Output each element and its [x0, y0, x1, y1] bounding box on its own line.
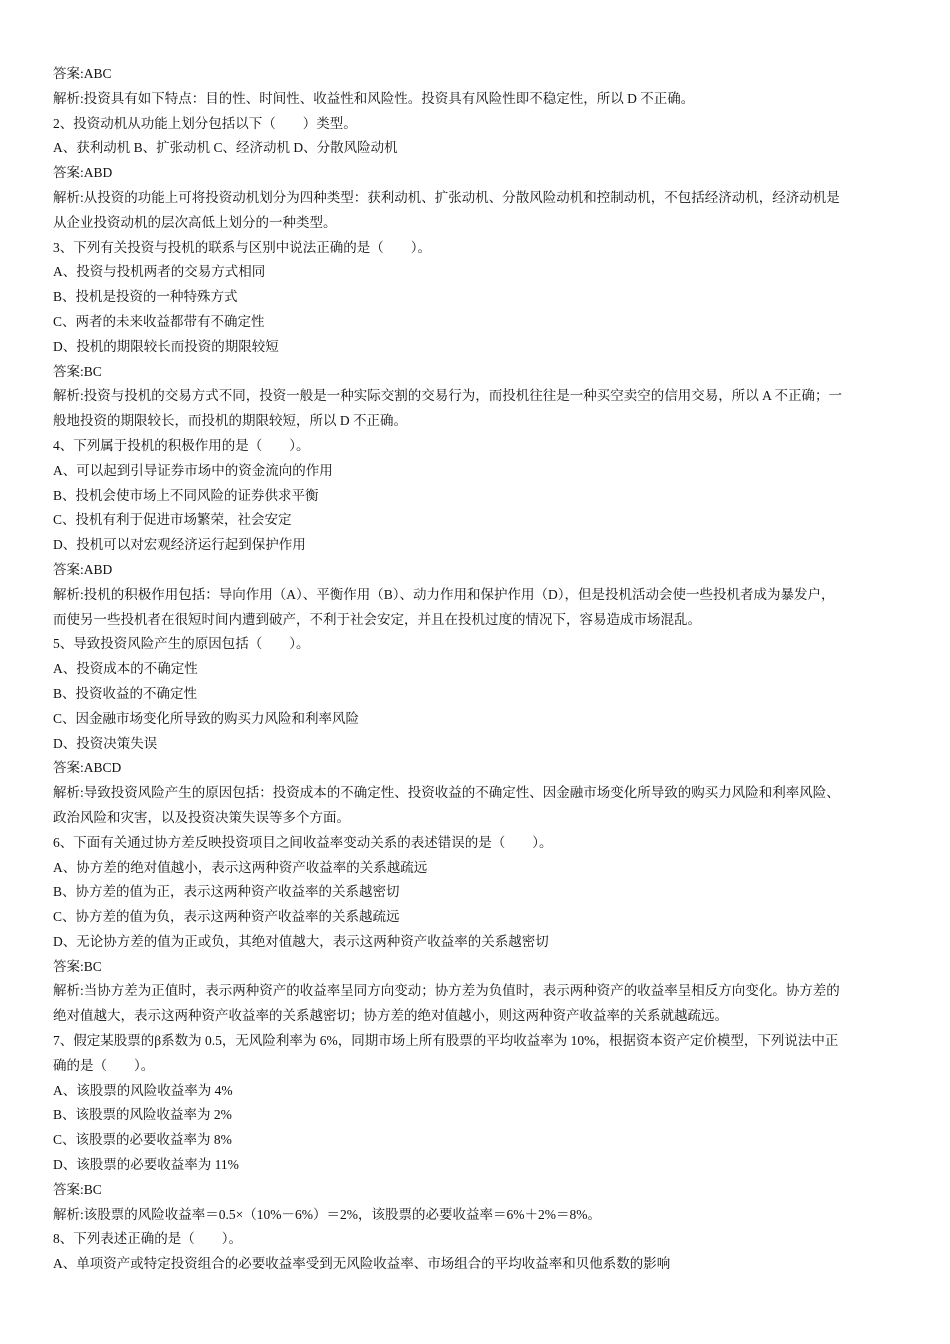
- text-line: D、投机可以对宏观经济运行起到保护作用: [53, 537, 306, 553]
- text-line: B、投机会使市场上不同风险的证券供求平衡: [53, 487, 319, 503]
- text-line: 答案:BC: [53, 958, 102, 974]
- text-line: D、投机的期限较长而投资的期限较短: [53, 338, 279, 354]
- text-line: B、该股票的风险收益率为 2%: [53, 1107, 232, 1123]
- text-line: 答案:BC: [53, 363, 102, 379]
- text-line: 解析:投资具有如下特点：目的性、时间性、收益性和风险性。投资具有风险性即不稳定性，所以 D 不正确。: [53, 90, 695, 106]
- text-line: 2、投资动机从功能上划分包括以下（ ）类型。: [53, 115, 357, 131]
- text-line: 而使另一些投机者在很短时间内遭到破产，不利于社会安定，并且在投机过度的情况下，容易造成市场混乱。: [53, 611, 701, 627]
- text-line: A、协方差的绝对值越小，表示这两种资产收益率的关系越疏远: [53, 859, 428, 875]
- text-line: C、因金融市场变化所导致的购买力风险和利率风险: [53, 710, 360, 726]
- text-line: C、两者的未来收益都带有不确定性: [53, 313, 265, 329]
- document-body: [53, 62, 915, 1277]
- text-line: 解析:从投资的功能上可将投资动机划分为四种类型：获利动机、扩张动机、分散风险动机和控制动机，不包括经济动机，经济动机是: [53, 189, 840, 205]
- text-line: 政治风险和灾害，以及投资决策失误等多个方面。: [53, 809, 350, 825]
- text-line: 解析:导致投资风险产生的原因包括：投资成本的不确定性、投资收益的不确定性、因金融市场变化所导致的购买力风险和利率风险、: [53, 785, 840, 801]
- text-line: 8、下列表述正确的是（ ）。: [53, 1231, 242, 1247]
- text-line: 解析:投资与投机的交易方式不同，投资一般是一种实际交割的交易行为，而投机往往是一种买空卖空的信用交易，所以 A 不正确；一: [53, 388, 843, 404]
- text-line: 4、下列属于投机的积极作用的是（ ）。: [53, 437, 310, 453]
- text-line: 3、下列有关投资与投机的联系与区别中说法正确的是（ ）。: [53, 239, 431, 255]
- text-line: B、投资收益的不确定性: [53, 685, 198, 701]
- text-line: 般地投资的期限较长，而投机的期限较短，所以 D 不正确。: [53, 413, 407, 429]
- text-line: D、该股票的必要收益率为 11%: [53, 1157, 239, 1173]
- text-line: A、获利动机 B、扩张动机 C、经济动机 D、分散风险动机: [53, 140, 398, 156]
- text-line: 解析:该股票的风险收益率＝0.5×（10%－6%）＝2%，该股票的必要收益率＝6%＋2%＝8%。: [53, 1206, 601, 1222]
- text-line: 5、导致投资风险产生的原因包括（ ）。: [53, 636, 310, 652]
- text-line: B、协方差的值为正，表示这两种资产收益率的关系越密切: [53, 884, 400, 900]
- text-line: 答案:BC: [53, 1181, 102, 1197]
- text-line: 解析:投机的积极作用包括：导向作用（A）、平衡作用（B）、动力作用和保护作用（D），但是投机活动会使一些投机者成为暴发户，: [53, 586, 835, 602]
- text-line: A、该股票的风险收益率为 4%: [53, 1082, 233, 1098]
- text-line: 确的是（ ）。: [53, 1057, 155, 1073]
- text-line: 从企业投资动机的层次高低上划分的一种类型。: [53, 214, 337, 230]
- text-line: A、可以起到引导证券市场中的资金流向的作用: [53, 462, 333, 478]
- text-line: A、投资与投机两者的交易方式相同: [53, 264, 266, 280]
- text-line: 7、假定某股票的β系数为 0.5，无风险利率为 6%，同期市场上所有股票的平均收益率为 10%，根据资本资产定价模型，下列说法中正: [53, 1033, 839, 1049]
- text-line: B、投机是投资的一种特殊方式: [53, 289, 238, 305]
- text-line: D、无论协方差的值为正或负，其绝对值越大，表示这两种资产收益率的关系越密切: [53, 933, 549, 949]
- text-line: A、投资成本的不确定性: [53, 661, 198, 677]
- text-line: 答案:ABD: [53, 165, 113, 181]
- text-line: 答案:ABD: [53, 561, 113, 577]
- text-line: C、协方差的值为负，表示这两种资产收益率的关系越疏远: [53, 909, 400, 925]
- text-line: 解析:当协方差为正值时，表示两种资产的收益率呈同方向变动；协方差为负值时，表示两种资产的收益率呈相反方向变化。协方差的: [53, 983, 840, 999]
- text-line: A、单项资产或特定投资组合的必要收益率受到无风险收益率、市场组合的平均收益率和贝他系数的影响: [53, 1256, 671, 1272]
- text-line: C、该股票的必要收益率为 8%: [53, 1132, 232, 1148]
- text-line: 6、下面有关通过协方差反映投资项目之间收益率变动关系的表述错误的是（ ）。: [53, 834, 553, 850]
- text-line: C、投机有利于促进市场繁荣，社会安定: [53, 512, 292, 528]
- text-line: D、投资决策失误: [53, 735, 158, 751]
- text-line: 绝对值越大，表示这两种资产收益率的关系越密切；协方差的绝对值越小，则这两种资产收益率的关系就越疏远。: [53, 1008, 728, 1024]
- text-line: 答案:ABC: [53, 66, 112, 81]
- text-line: 答案:ABCD: [53, 760, 122, 776]
